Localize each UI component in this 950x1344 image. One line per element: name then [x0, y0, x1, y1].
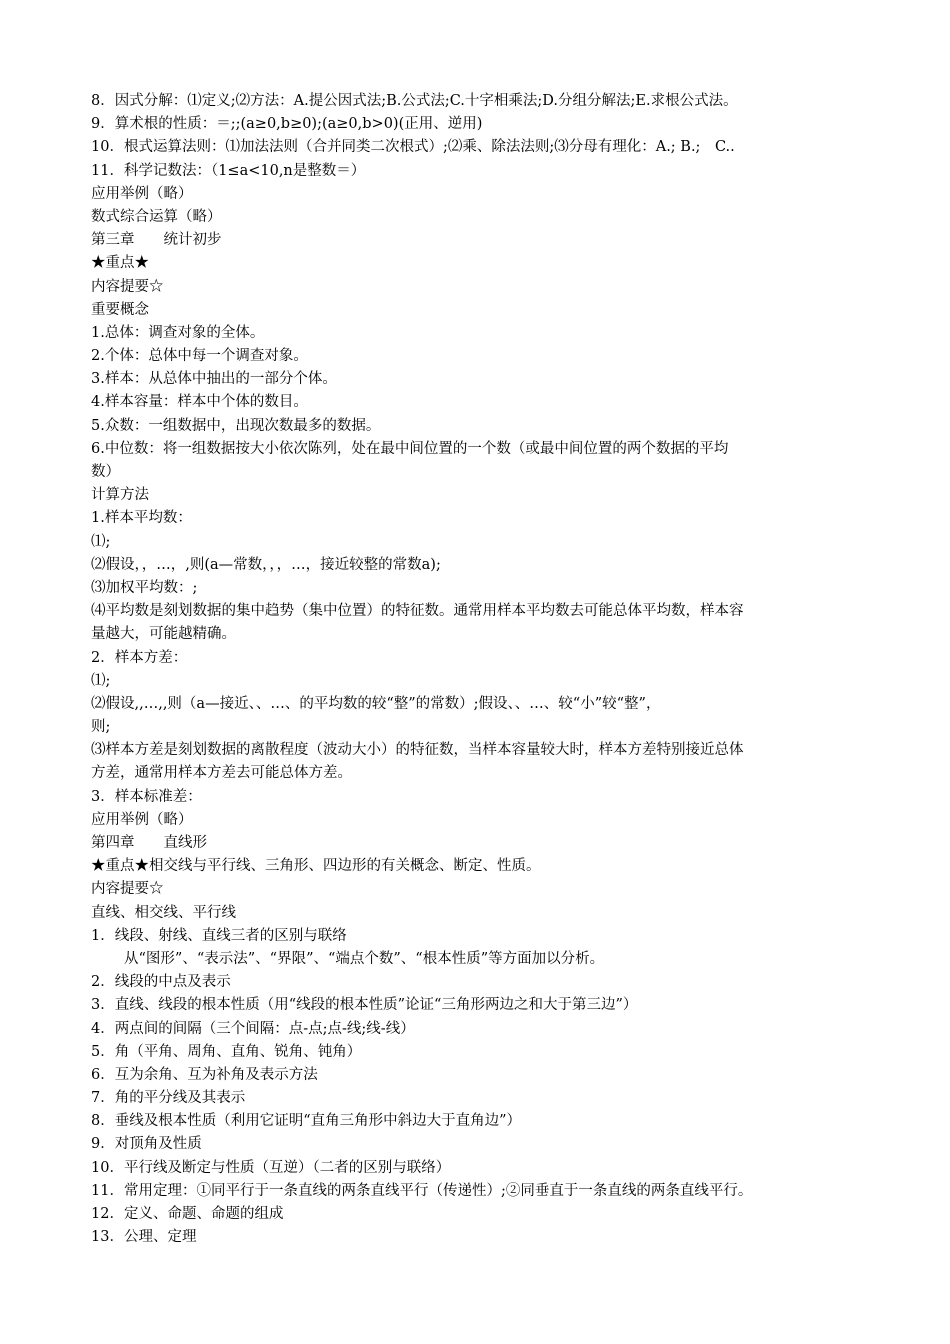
text-line: 8．垂线及根本性质（利用它证明“直角三角形中斜边大于直角边”）	[91, 1113, 522, 1130]
text-line: 应用举例（略）	[91, 811, 193, 828]
text-line: 5.众数：一组数据中，出现次数最多的数据。	[91, 417, 381, 434]
text-line: 1.总体：调查对象的全体。	[91, 324, 265, 341]
summary-heading: 内容提要☆	[91, 881, 164, 898]
text-line: 2．样本方差：	[91, 649, 188, 666]
indented-text-line: 从“图形”、“表示法”、“界限”、“端点个数”、“根本性质”等方面加以分析。	[124, 950, 605, 967]
text-line: 11．常用定理：①同平行于一条直线的两条直线平行（传递性）;②同垂直于一条直线的两条直线平行。	[91, 1182, 753, 1199]
text-line: 5．角（平角、周角、直角、锐角、钝角）	[91, 1043, 362, 1060]
text-line: ⑷平均数是刻划数据的集中趋势（集中位置）的特征数。通常用样本平均数去可能总体平均数，样本容	[91, 603, 744, 620]
text-line: 9．算术根的性质：＝;;(a≥0,b≥0);(a≥0,b>0)(正用、逆用)	[91, 116, 483, 133]
text-line: 则;	[91, 719, 111, 736]
chapter-heading: 第三章 统计初步	[91, 232, 222, 249]
text-line: 1.样本平均数：	[91, 510, 192, 527]
text-line: 2.个体：总体中每一个调查对象。	[91, 348, 308, 365]
text-line: 2．线段的中点及表示	[91, 974, 231, 991]
key-points-line: ★重点★相交线与平行线、三角形、四边形的有关概念、断定、性质。	[91, 858, 541, 875]
section-heading: 重要概念	[91, 301, 149, 318]
text-line: 4.样本容量：样本中个体的数目。	[91, 394, 308, 411]
text-line: 10．平行线及断定与性质（互逆）（二者的区别与联络）	[91, 1159, 451, 1176]
text-line: 13．公理、定理	[91, 1229, 197, 1246]
section-heading: 直线、相交线、平行线	[91, 904, 236, 921]
text-line: ⑴;	[91, 533, 111, 550]
text-line: 1．线段、射线、直线三者的区别与联络	[91, 927, 347, 944]
text-line: 6．互为余角、互为补角及表示方法	[91, 1066, 318, 1083]
text-line: ⑵假设，，…，,则(a—常数，，，…，接近较整的常数a);	[91, 556, 441, 573]
text-line: 12．定义、命题、命题的组成	[91, 1206, 284, 1222]
text-line: 数）	[91, 464, 120, 480]
text-line: 3．直线、线段的根本性质（用“线段的根本性质”论证“三角形两边之和大于第三边”）	[91, 997, 638, 1014]
text-line: ⑴;	[91, 672, 111, 689]
text-line: 3.样本：从总体中抽出的一部分个体。	[91, 371, 337, 388]
text-line: 7．角的平分线及其表示	[91, 1090, 246, 1107]
text-line: 3．样本标准差：	[91, 788, 202, 805]
text-line: ⑶加权平均数：;	[91, 579, 198, 596]
text-line: 6.中位数：将一组数据按大小依次陈列，处在最中间位置的一个数（或最中间位置的两个数据的平均	[91, 440, 729, 457]
text-line: 方差，通常用样本方差去可能总体方差。	[91, 765, 352, 782]
text-line: 应用举例（略）	[91, 185, 193, 202]
text-line: 11．科学记数法：（1≤a<10,n是整数＝）	[91, 162, 366, 179]
section-heading: 计算方法	[91, 487, 149, 504]
chapter-heading: 第四章 直线形	[91, 835, 207, 851]
text-line: 9．对顶角及性质	[91, 1136, 202, 1153]
text-line: 10．根式运算法则：⑴加法法则（合并同类二次根式）;⑵乘、除法法则;⑶分母有理化：A.; B.; C..	[91, 139, 735, 156]
summary-heading: 内容提要☆	[91, 278, 164, 295]
key-points-heading: ★重点★	[91, 255, 149, 272]
document-page	[91, 90, 866, 1249]
text-line: 4．两点间的间隔（三个间隔：点-点;点-线;线-线）	[91, 1020, 415, 1037]
text-line: ⑵假设,,…,,则（a—接近、、…、的平均数的较“整”的常数）;假设、、…、较“小”较“整”，	[91, 695, 661, 712]
text-line: 量越大，可能越精确。	[91, 626, 236, 643]
text-line: 数式综合运算（略）	[91, 208, 222, 225]
text-line: ⑶样本方差是刻划数据的离散程度（波动大小）的特征数，当样本容量较大时，样本方差特别接近总体	[91, 742, 744, 759]
text-line: 8．因式分解：⑴定义;⑵方法：A.提公因式法;B.公式法;C.十字相乘法;D.分组分解法;E.求根公式法。	[91, 93, 738, 109]
